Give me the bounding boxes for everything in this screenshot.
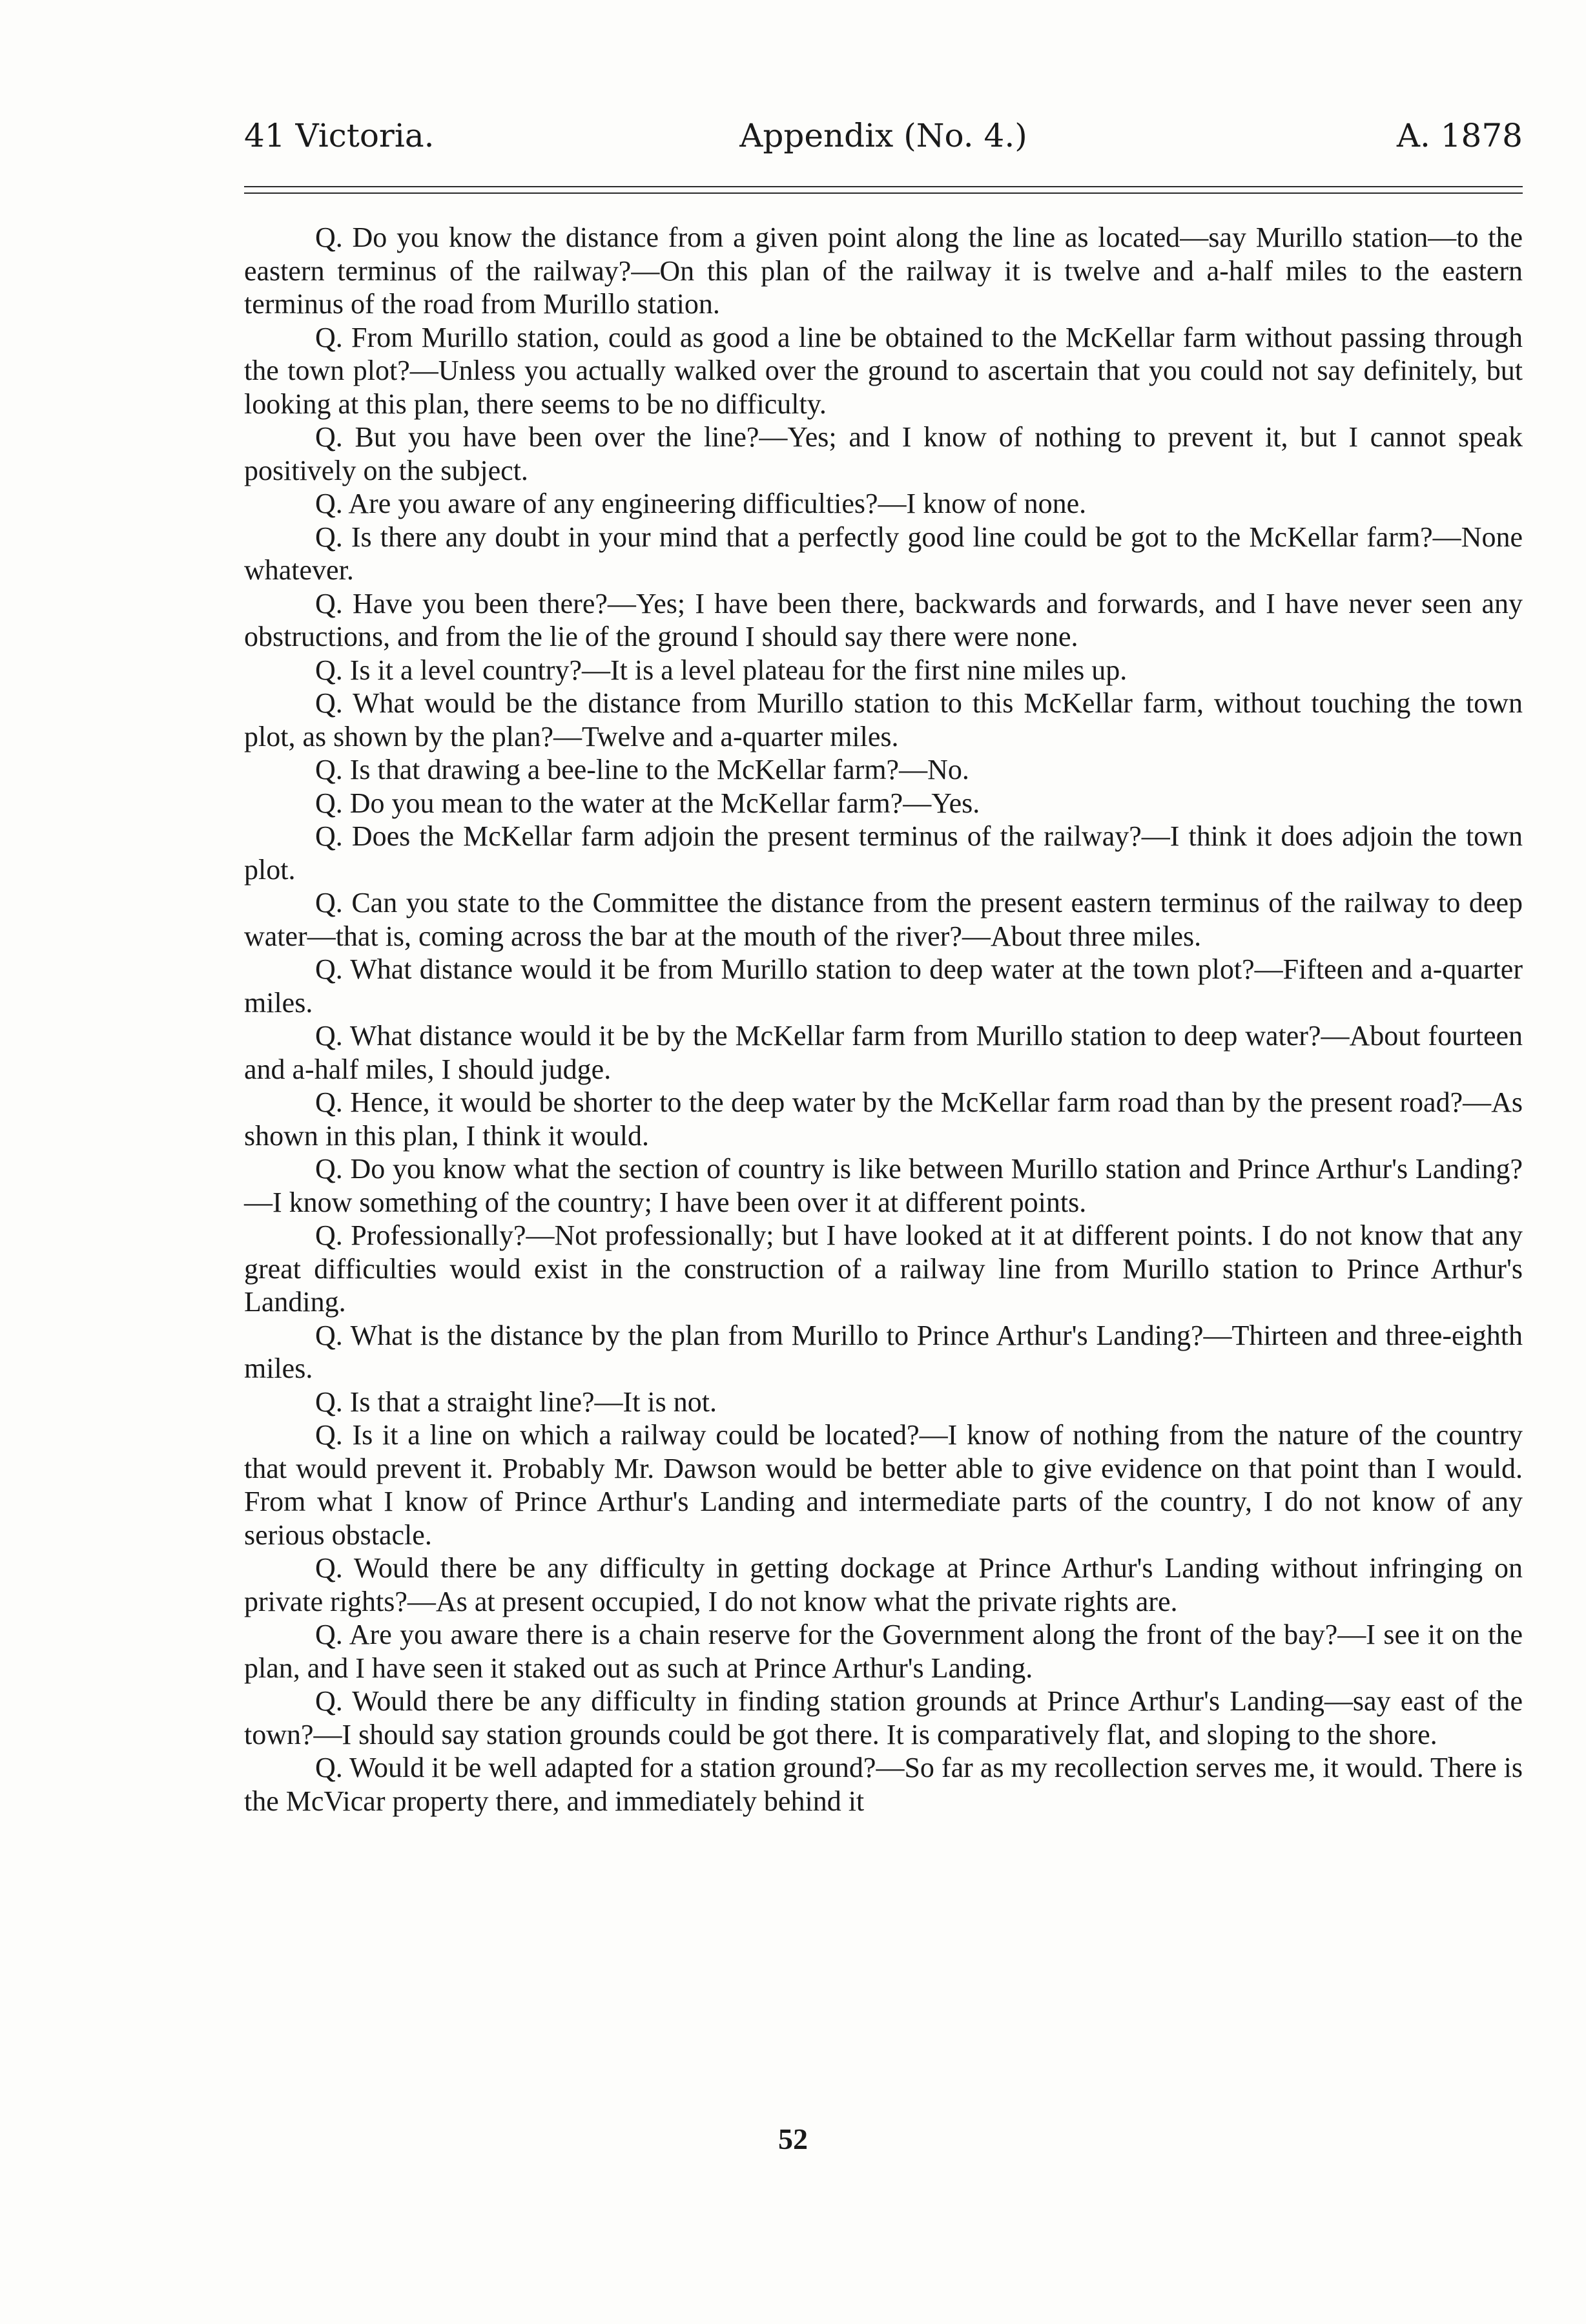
testimony-paragraph: Q. But you have been over the line?—Yes; and I know of nothing to prevent it, but I cannot speak positively on the subject. <box>244 421 1523 486</box>
testimony-body <box>244 221 1523 1818</box>
testimony-paragraph: Q. Would there be any difficulty in getting dockage at Prince Arthur's Landing without infringing on private rights?—As at present occupied, I do not know what the private rights are. <box>244 1552 1523 1617</box>
testimony-paragraph: Q. Do you know the distance from a given point along the line as located—say Murillo station—to the eastern terminus of the railway?—On this plan of the railway it is twelve and a-half miles to the eastern terminus of the road from Murillo station. <box>244 222 1523 320</box>
testimony-paragraph: Q. Can you state to the Committee the distance from the present eastern terminus of the railway to deep water—that is, coming across the bar at the mouth of the river?—About three miles. <box>244 887 1523 952</box>
testimony-paragraph: Q. Hence, it would be shorter to the deep water by the McKellar farm road than by the present road?—As shown in this plan, I think it would. <box>244 1086 1523 1152</box>
header-session: 41 Victoria. <box>244 117 435 154</box>
header-appendix: Appendix (No. 4.) <box>739 117 1027 154</box>
testimony-paragraph: Q. Is that a straight line?—It is not. <box>315 1385 717 1418</box>
testimony-paragraph: Q. What is the distance by the plan from Murillo to Prince Arthur's Landing?—Thirteen and three-eighth miles. <box>244 1319 1523 1384</box>
testimony-paragraph: Q. Would there be any difficulty in finding station grounds at Prince Arthur's Landing—say east of the town?—I should say station grounds could be got there. It is comparatively flat, and sloping to the shore. <box>244 1685 1523 1750</box>
header-rule-bottom <box>244 192 1523 194</box>
testimony-paragraph: Q. Is that drawing a bee-line to the McKellar farm?—No. <box>315 754 969 785</box>
testimony-paragraph: Q. Do you know what the section of country is like between Murillo station and Prince Arthur's Landing?—I know something of the country; I have been over it at different points. <box>244 1153 1523 1218</box>
testimony-paragraph: Q. Does the McKellar farm adjoin the present terminus of the railway?—I think it does adjoin the town plot. <box>244 820 1523 886</box>
testimony-paragraph: Q. From Murillo station, could as good a line be obtained to the McKellar farm without passing through the town plot?—Unless you actually walked over the ground to ascertain that you could not say definitely, but looking at this plan, there seems to be no difficulty. <box>244 321 1523 420</box>
testimony-paragraph: Q. What distance would it be from Murillo station to deep water at the town plot?—Fifteen and a-quarter miles. <box>244 953 1523 1019</box>
testimony-paragraph: Q. Are you aware there is a chain reserve for the Government along the front of the bay?—I see it on the plan, and I have seen it staked out as such at Prince Arthur's Landing. <box>244 1619 1523 1684</box>
page-header <box>244 110 1523 161</box>
page-number: 52 <box>778 2122 808 2155</box>
testimony-paragraph: Q. What would be the distance from Murillo station to this McKellar farm, without touching the town plot, as shown by the plan?—Twelve and a-quarter miles. <box>244 687 1523 752</box>
testimony-paragraph: Q. Professionally?—Not professionally; but I have looked at it at different points. I do not know that any great difficulties would exist in the construction of a railway line from Murillo station to Prince Arthur's Landing. <box>244 1219 1523 1318</box>
testimony-paragraph: Q. What distance would it be by the McKellar farm from Murillo station to deep water?—About fourteen and a-half miles, I should judge. <box>244 1020 1523 1085</box>
header-rule-top <box>244 186 1523 187</box>
testimony-paragraph: Q. Do you mean to the water at the McKellar farm?—Yes. <box>315 787 980 819</box>
testimony-paragraph: Q. Are you aware of any engineering difficulties?—I know of none. <box>315 488 1087 519</box>
testimony-paragraph: Q. Have you been there?—Yes; I have been there, backwards and forwards, and I have never seen any obstructions, and from the lie of the ground I should say there were none. <box>244 587 1523 652</box>
testimony-paragraph: Q. Is it a level country?—It is a level plateau for the first nine miles up. <box>315 654 1128 686</box>
testimony-paragraph: Q. Is there any doubt in your mind that a perfectly good line could be got to the McKellar farm?—None whatever. <box>244 521 1523 586</box>
testimony-paragraph: Q. Is it a line on which a railway could be located?—I know of nothing from the nature of the country that would prevent it. Probably Mr. Dawson would be better able to give evidence on that point than I would. From what I know of Prince Arthur's Landing and intermediate parts of the country, I do not know of any serious obstacle. <box>244 1419 1523 1551</box>
header-year: A. 1878 <box>1396 117 1523 154</box>
testimony-paragraph: Q. Would it be well adapted for a station ground?—So far as my recollection serves me, it would. There is the McVicar property there, and immediately behind it <box>244 1752 1523 1817</box>
